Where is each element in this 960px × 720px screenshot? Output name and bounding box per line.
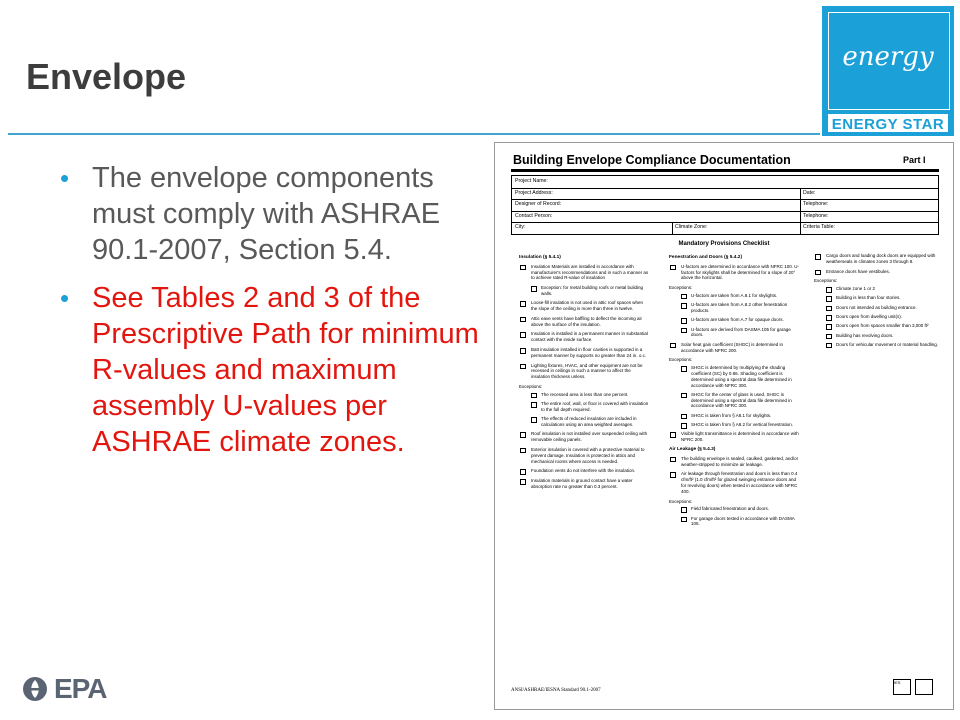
epa-flower-icon — [22, 676, 48, 702]
checklist-item: Entrance doors have vestibules. — [810, 269, 945, 275]
checklist-exception: Exception: for metal building roofs or metal building walls. — [515, 285, 650, 297]
checklist-exception: Doors for vehicular movement or material handling. — [810, 342, 945, 348]
form-field-climate-zone: Climate Zone: — [675, 224, 708, 230]
epa-wordmark: EPA — [54, 673, 107, 704]
checklist-item: Attic eave vents have baffling to deflect the incoming air above the surface of the insulation. — [515, 316, 650, 328]
exceptions-label: Exceptions: — [814, 278, 838, 284]
checklist-item: U-factors are determined in accordance with NFRC 100. U-factors for skylights shall be determined for a slope of 20° above the horizontal. — [665, 264, 800, 281]
form-field-telephone: Telephone: — [803, 201, 829, 207]
air-leakage-heading: Air Leakage (§ 5.4.3) — [669, 446, 716, 452]
insulation-heading: Insulation (§ 5.4.1) — [519, 255, 561, 260]
form-field-city: City: — [515, 224, 526, 230]
checklist-exception: Doors not intended as building entrance. — [810, 305, 945, 311]
checklist-exception: Building has revolving doors. — [810, 333, 945, 339]
checklist-item: Lighting fixtures, HVAC, and other equipment are not be recessed in ceilings in such a manner to affect the insulation thickness unless. — [515, 363, 650, 380]
title-divider — [8, 133, 820, 135]
form-row — [512, 222, 938, 234]
form-field-project-address: Project Address: — [515, 189, 553, 196]
form-field-project-name: Project Name: — [515, 178, 548, 184]
checklist-column-insulation — [515, 253, 650, 494]
epa-logo — [22, 673, 107, 705]
exceptions-label: Exceptions: — [669, 357, 693, 363]
checklist-item: Cargo doors and loading dock doors are equipped with weatherseals in climates zones 3 through 8. — [810, 253, 945, 265]
doc-title-rule — [511, 169, 939, 172]
bullet-prescriptive-tables: • See Tables 2 and 3 of the Prescriptive Path for minimum R-values and maximum assembly U-values per ASHRAE climate zones. — [60, 280, 480, 460]
bullet-list — [60, 160, 480, 472]
energy-star-wordmark: ENERGY STAR — [831, 116, 945, 133]
checklist-title: Mandatory Provisions Checklist — [678, 241, 770, 247]
checklist-column-fenestration — [665, 253, 800, 531]
ies-logo: IES — [893, 679, 911, 695]
ashrae-logo — [915, 679, 933, 695]
form-field-contact: Contact Person: — [515, 212, 553, 219]
checklist-item: Insulation Materials are installed in accordance with manufacturer's recommendations and in such a manner as to achieve rated R-value of insulation — [515, 264, 650, 281]
doc-part: Part I — [903, 155, 926, 165]
energy-star-logo — [822, 6, 954, 136]
checklist-item: Solar heat gain coefficient (SHGC) is determined in accordance with NFRC 200. — [665, 342, 800, 354]
checklist-item: Loose-fill insulation is not used in attic roof spaces when the slope of the ceiling is more than three in twelve. — [515, 300, 650, 312]
checklist-item: Roof insulation is not installed over suspended ceiling with removable ceiling panels. — [515, 431, 650, 443]
checklist-exception: The recessed area is less than one percent. — [515, 392, 650, 398]
doc-title: Building Envelope Compliance Documentation — [513, 153, 791, 167]
checklist-exception: Doors open from spaces smaller than 3,000 ft² — [810, 323, 945, 329]
exceptions-label: Exceptions: — [519, 384, 543, 390]
checklist-item: The building envelope is sealed, caulked, gasketed, and/or weather-stripped to minimize air leakage. — [665, 456, 800, 468]
form-field-date: Date: — [803, 189, 816, 196]
exceptions-label: Exceptions: — [669, 285, 693, 291]
checklist-exception: SHGC is taken from § A8.1 for skylights. — [665, 413, 800, 419]
form-field-telephone: Telephone: — [803, 212, 829, 219]
checklist-exception: U-factors are derived from DASMA 105 for garage doors. — [665, 327, 800, 339]
checklist-exception: U-factors are taken from A.8.2 other fenestration products. — [665, 302, 800, 314]
checklist-exception: The entire roof, wall, or floor is covered with insulation to the full depth required. — [515, 401, 650, 413]
doc-footer: ANSI/ASHRAE/IESNA Standard 90.1-2007 — [511, 688, 601, 693]
checklist-column-doors — [810, 253, 945, 351]
bullet-envelope-compliance: • The envelope components must comply with ASHRAE 90.1-2007, Section 5.4. — [60, 160, 480, 268]
slide-title: Envelope — [26, 56, 187, 97]
checklist-exception: Field fabricated fenestration and doors. — [665, 506, 800, 512]
compliance-document-image — [494, 142, 954, 710]
doc-footer-logos — [893, 679, 933, 695]
checklist-item: Batt insulation installed in floor cavities is supported in a permanent manner by supports no greater than 24 in. o.c. — [515, 347, 650, 359]
checklist-item: Foundation vents do not interfere with the insulation. — [515, 468, 650, 474]
checklist-exception: For garage doors tested in accordance with DASMA 105. — [665, 516, 800, 528]
exceptions-label: Exceptions: — [669, 498, 693, 504]
checklist-exception: SHGC for the center of glass is used. SHGC is determined using a spectral data file determined in accordance with NFRC 300. — [665, 392, 800, 409]
checklist-exception: U-factors are taken from A.7 for opaque doors. — [665, 317, 800, 323]
checklist-item: Insulation is installed in a permanent manner in substantial contact with the inside surface. — [515, 331, 650, 343]
fenestration-heading: Fenestration and Doors (§ 5.4.2) — [669, 255, 743, 260]
checklist-item: Air leakage through fenestration and doors is less than 0.4 cfm/ft² (1.0 cfm/ft² for glazed swinging entrance doors and for revolving doors) when tested in accordance with NFRC 400. — [665, 471, 800, 494]
checklist-exception: Building is less than four stories. — [810, 295, 945, 301]
energy-script: energy — [842, 42, 934, 72]
form-field-criteria-table: Criteria Table: — [803, 224, 835, 230]
checklist-exception: Climate zone 1 or 2 — [810, 286, 945, 292]
checklist-exception: U-factors are taken from A.8.1 for skylights. — [665, 293, 800, 299]
checklist-exception: Doors open from dwelling unit(s). — [810, 314, 945, 320]
checklist-item: Insulation materials in ground contact have a water absorption rate no greater than 0.3 percent. — [515, 478, 650, 490]
checklist-item: Exterior insulation is covered with a protective material to prevent damage. Insulation is protected in attics and mechanical rooms where access is needed. — [515, 447, 650, 464]
checklist-exception: SHGC is determined by multiplying the shading coefficient (SC) by 0.86. Shading coefficient is determined using a spectral data file determined in accordance with NFRC 300. — [665, 365, 800, 388]
doc-form — [511, 175, 939, 235]
checklist-item: Visible light transmittance is determined in accordance with NFRC 200. — [665, 431, 800, 443]
form-field-designer: Designer of Record: — [515, 201, 562, 207]
checklist-exception: SHGC is taken from § A8.2 for vertical fenestration. — [665, 422, 800, 428]
checklist-exception: The effects of reduced insulation are included in calculations using an area weighted averages. — [515, 416, 650, 428]
